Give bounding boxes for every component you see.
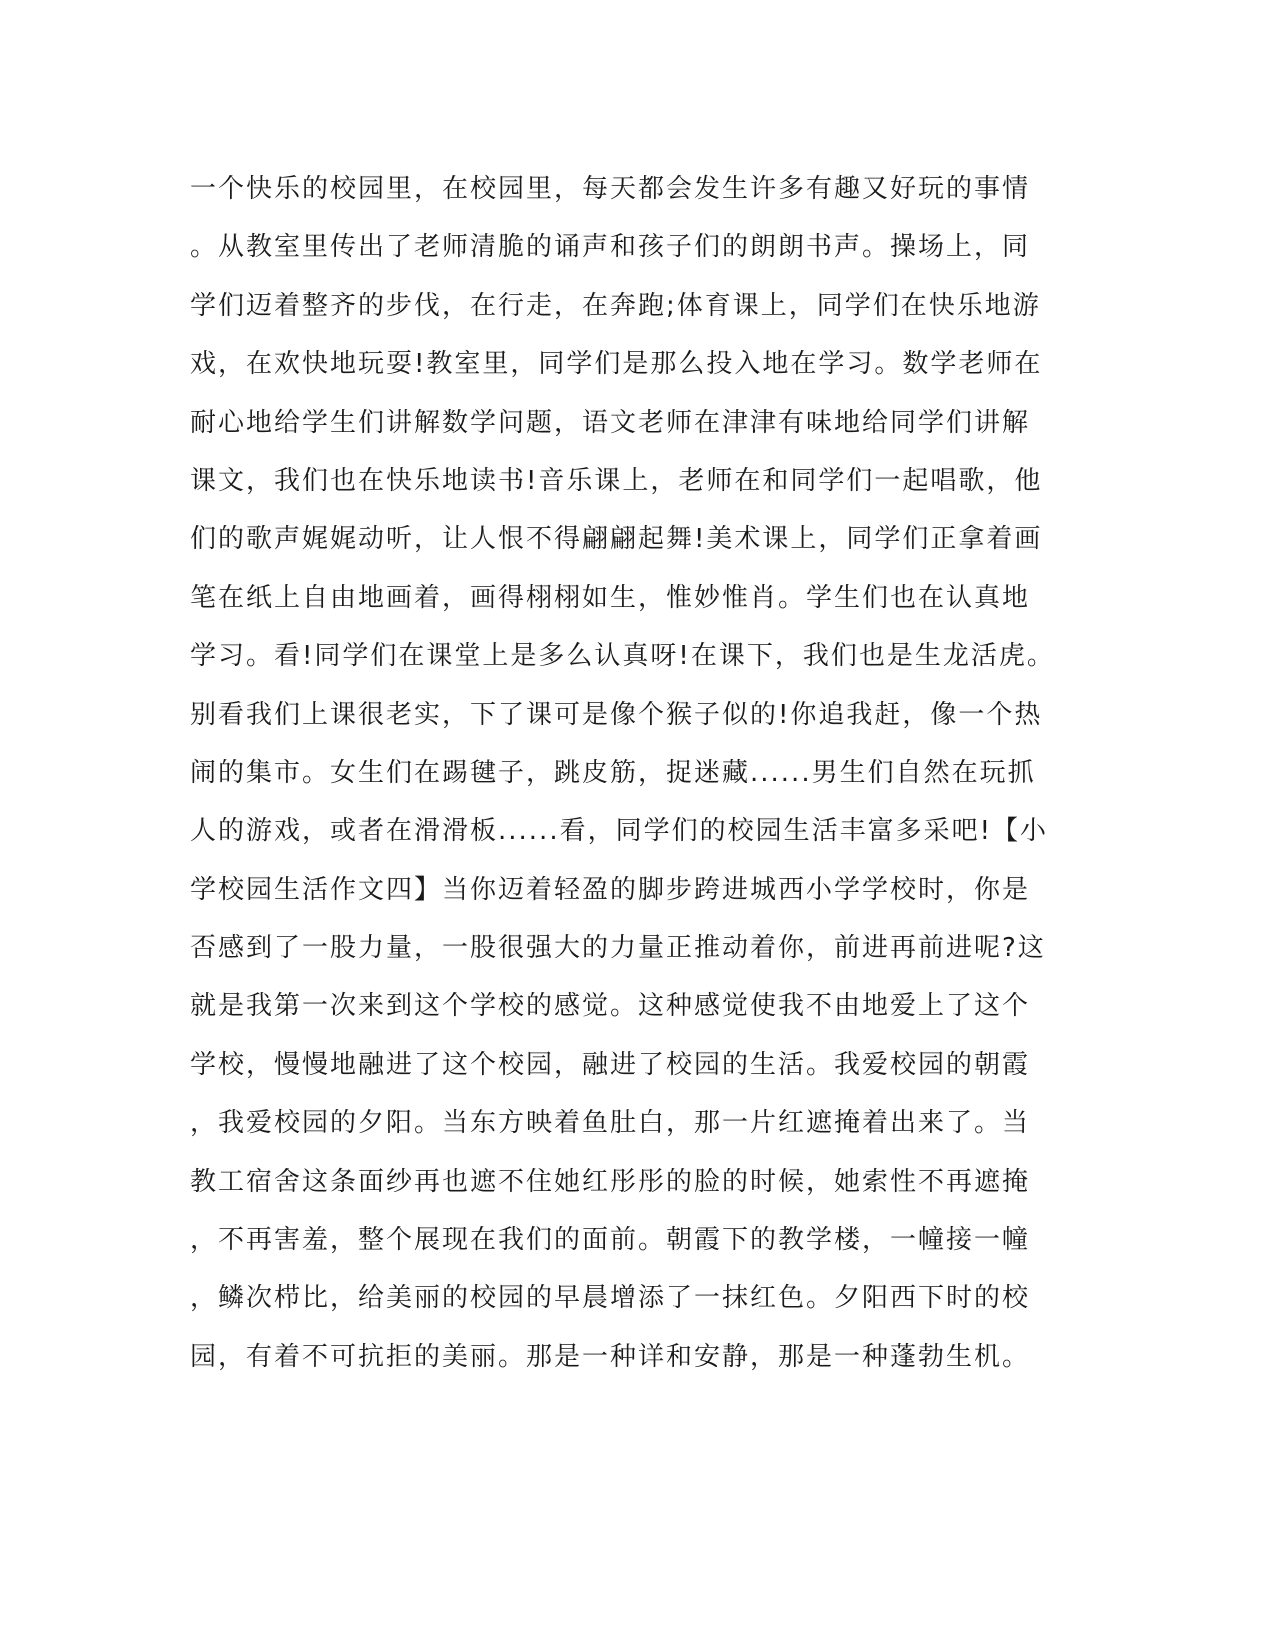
text-line: ，我爱校园的夕阳。当东方映着鱼肚白，那一片红遮掩着出来了。当 <box>190 1108 1031 1139</box>
text-line: 人的游戏，或者在滑滑板......看，同学们的校园生活丰富多采吧!【小 <box>190 816 1049 847</box>
text-line: 一个快乐的校园里，在校园里，每天都会发生许多有趣又好玩的事情 <box>190 174 1031 204</box>
text-line: 耐心地给学生们讲解数学问题，语文老师在津津有味地给同学们讲解 <box>190 407 1031 438</box>
text-line: ，鳞次栉比，给美丽的校园的早晨增添了一抹红色。夕阳西下时的校 <box>190 1283 1031 1314</box>
body-text <box>190 160 1090 1386</box>
text-line: 笔在纸上自由地画着，画得栩栩如生，惟妙惟肖。学生们也在认真地 <box>190 582 1031 613</box>
text-line: 学校园生活作文四】当你迈着轻盈的脚步跨进城西小学学校时，你是 <box>190 874 1031 905</box>
text-line: 闹的集市。女生们在踢毽子，跳皮筋，捉迷藏......男生们自然在玩抓 <box>190 757 1036 788</box>
text-line: 教工宿舍这条面纱再也遮不住她红彤彤的脸的时候，她索性不再遮掩 <box>190 1166 1031 1197</box>
text-line: ，不再害羞，整个展现在我们的面前。朝霞下的教学楼，一幢接一幢 <box>190 1225 1031 1256</box>
text-line: 学校，慢慢地融进了这个校园，融进了校园的生活。我爱校园的朝霞 <box>190 1049 1031 1080</box>
text-line: 课文，我们也在快乐地读书!音乐课上，老师在和同学们一起唱歌，他 <box>190 465 1043 496</box>
text-line: 园，有着不可抗拒的美丽。那是一种详和安静，那是一种蓬勃生机。 <box>190 1341 1031 1372</box>
text-line: 戏，在欢快地玩耍!教室里，同学们是那么投入地在学习。数学老师在 <box>190 349 1043 380</box>
text-line: 们的歌声娓娓动听，让人恨不得翩翩起舞!美术课上，同学们正拿着画 <box>190 524 1043 555</box>
text-line: 学习。看!同学们在课堂上是多么认真呀!在课下，我们也是生龙活虎。 <box>190 641 1055 672</box>
text-line: 否感到了一股力量，一股很强大的力量正推动着你，前进再前进呢?这 <box>190 933 1046 964</box>
text-line: 。从教室里传出了老师清脆的诵声和孩子们的朗朗书声。操场上，同 <box>190 232 1031 263</box>
text-line: 就是我第一次来到这个学校的感觉。这种感觉使我不由地爱上了这个 <box>190 991 1031 1022</box>
text-line: 别看我们上课很老实，下了课可是像个猴子似的!你追我赶，像一个热 <box>190 699 1043 730</box>
text-line: 学们迈着整齐的步伐，在行走，在奔跑;体育课上，同学们在快乐地游 <box>190 290 1041 321</box>
